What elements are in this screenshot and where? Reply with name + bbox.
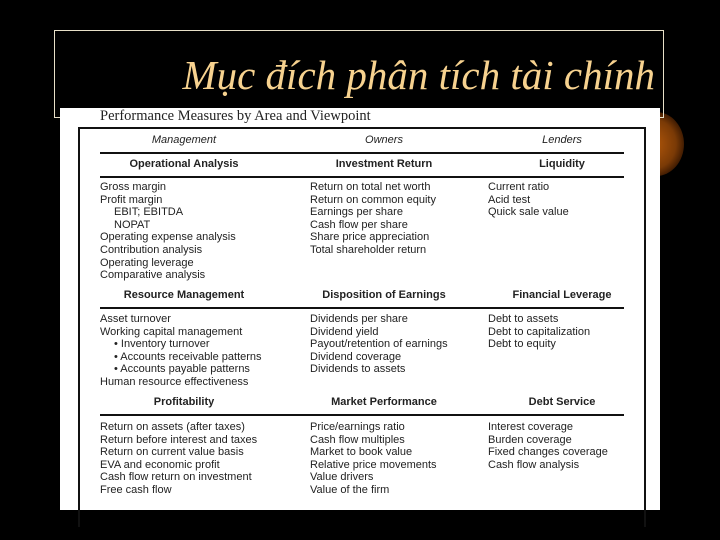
viewpoint-lenders: Lenders [542, 134, 582, 146]
measure-item: Dividend coverage [310, 350, 402, 363]
measure-list [488, 313, 590, 351]
slide-title: Mục đích phân tích tài chính [182, 52, 655, 98]
measure-item: • Accounts receivable patterns [114, 350, 262, 363]
measure-item: Dividends to assets [310, 363, 406, 376]
measure-list [310, 313, 448, 376]
section-header: Financial Leverage [512, 289, 612, 301]
measure-item: Cash flow multiples [310, 433, 405, 446]
measure-item: Return on total net worth [310, 181, 431, 193]
section-header: Profitability [153, 396, 215, 408]
measure-list [488, 421, 608, 471]
measure-item: Value of the firm [310, 483, 390, 496]
measure-item: • Accounts payable patterns [114, 363, 250, 376]
title-box [54, 30, 664, 118]
measure-item: Payout/retention of earnings [310, 338, 448, 351]
measure-item: Debt to equity [488, 338, 556, 351]
measure-item: Debt to capitalization [488, 325, 591, 338]
measure-item: Earnings per share [310, 206, 403, 219]
measure-item: Debt to assets [488, 313, 559, 325]
section-header: Liquidity [539, 158, 585, 170]
measure-item: Value drivers [310, 471, 374, 484]
measure-list [488, 181, 569, 219]
section-header: Disposition of Earnings [322, 289, 446, 301]
measure-item: Asset turnover [100, 313, 171, 325]
measure-item: Cash flow analysis [488, 458, 580, 471]
measure-item: Price/earnings ratio [310, 421, 405, 433]
viewpoint-management: Management [151, 134, 217, 146]
measure-item: Free cash flow [100, 483, 172, 496]
section-header: Operational Analysis [129, 158, 239, 170]
measure-item: Profit margin [100, 193, 163, 206]
measure-item: Gross margin [100, 181, 167, 193]
measure-item: Dividend yield [310, 325, 379, 338]
measure-item: Quick sale value [488, 206, 569, 219]
measure-item: NOPAT [114, 218, 151, 231]
divider [100, 152, 624, 154]
measure-item: Fixed changes coverage [488, 446, 608, 459]
measure-item: Return on current value basis [100, 446, 244, 459]
measure-item: Return before interest and taxes [100, 433, 258, 446]
table-caption: Performance Measures by Area and Viewpoint [100, 108, 371, 124]
measure-item: Interest coverage [488, 421, 573, 433]
viewpoint-owners: Owners [365, 134, 403, 146]
measure-item: Human resource effectiveness [100, 375, 249, 388]
measure-item: Contribution analysis [100, 243, 203, 256]
section-header: Resource Management [123, 289, 245, 301]
measure-item: Operating leverage [100, 256, 194, 269]
section-header: Debt Service [528, 396, 596, 408]
divider [100, 414, 624, 416]
performance-measures-table-image [60, 108, 660, 510]
measure-item: • Inventory turnover [114, 338, 210, 351]
measure-item: Return on assets (after taxes) [100, 421, 245, 433]
measure-item: EBIT; EBITDA [114, 206, 184, 219]
measure-item: Cash flow return on investment [100, 471, 252, 484]
measure-item: Acid test [488, 193, 531, 206]
measure-item: Relative price movements [310, 458, 437, 471]
measure-item: Market to book value [310, 446, 413, 459]
measure-list [310, 181, 436, 257]
measure-item: Total shareholder return [310, 243, 427, 256]
measure-item: EVA and economic profit [100, 458, 220, 471]
measure-item: Dividends per share [310, 313, 408, 325]
measure-item: Return on common equity [310, 193, 436, 206]
section-header: Market Performance [331, 396, 437, 408]
measure-list [310, 421, 437, 497]
measure-list [100, 313, 262, 389]
measure-item: Share price appreciation [310, 231, 430, 244]
measure-list [100, 421, 257, 497]
measure-item: Working capital management [100, 325, 243, 338]
measure-item: Cash flow per share [310, 218, 408, 231]
divider [100, 307, 624, 309]
divider [100, 176, 624, 178]
measure-item: Operating expense analysis [100, 231, 236, 244]
measure-list [100, 181, 236, 282]
measure-item: Current ratio [488, 181, 550, 193]
measure-item: Burden coverage [488, 433, 572, 446]
measure-item: Comparative analysis [100, 269, 206, 282]
section-header: Investment Return [335, 158, 433, 170]
